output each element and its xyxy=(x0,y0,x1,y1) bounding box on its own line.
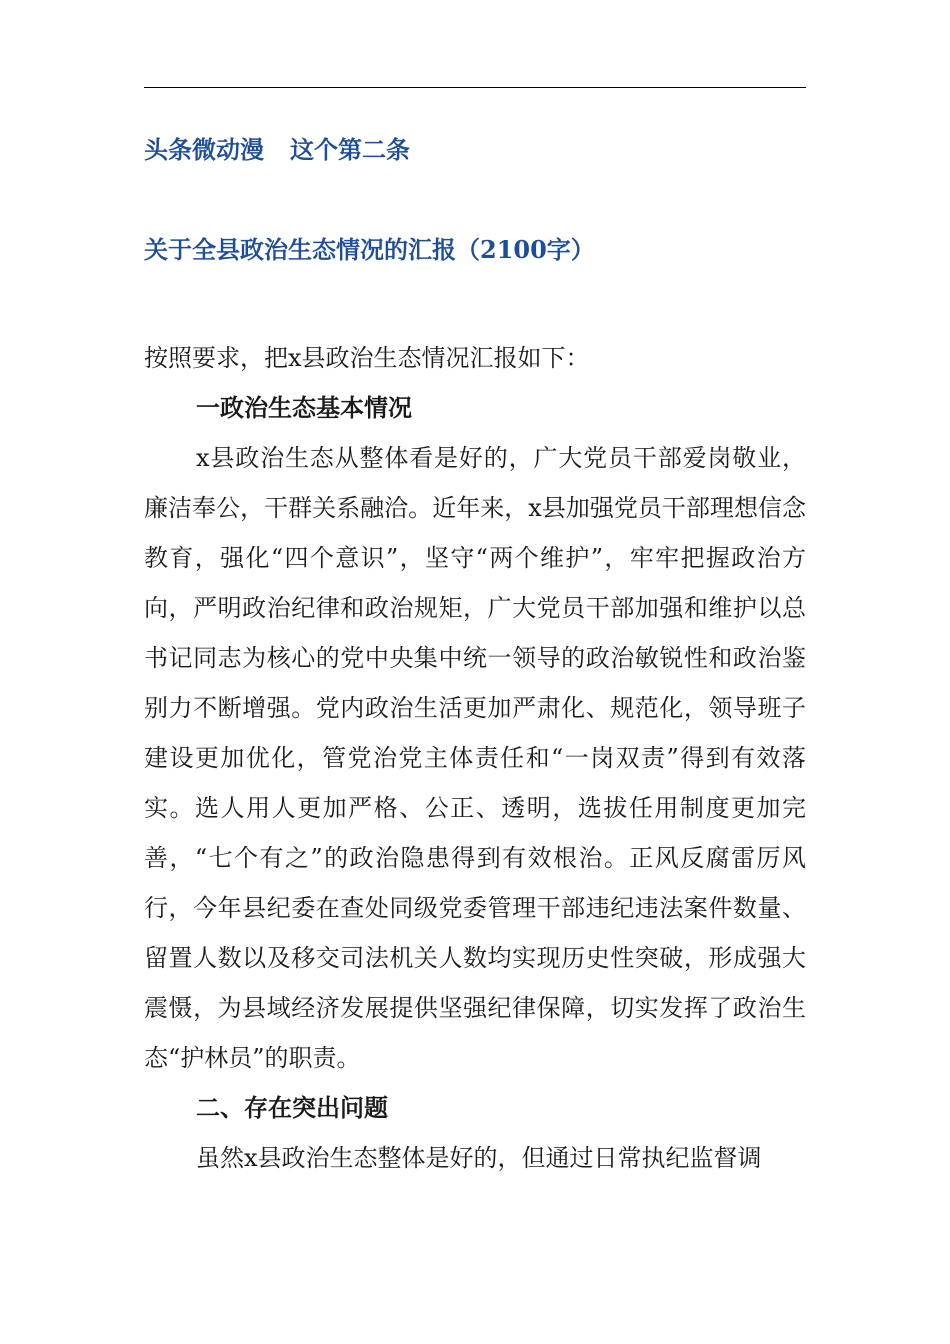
header-links xyxy=(144,134,410,166)
section-heading-2: 二、存在突出问题 xyxy=(196,1093,388,1122)
intro-text: 按照要求，把x县政治生态情况汇报如下： xyxy=(144,344,590,372)
header-link-1[interactable]: 头条微动漫 xyxy=(144,135,264,164)
paragraph-2: 虽然x县政治生态整体是好的，但通过日常执纪监督调 xyxy=(196,1144,762,1172)
header-link-2[interactable]: 这个第二条 xyxy=(290,135,410,164)
paragraph-1: x县政治生态从整体看是好的，广大党员干部爱岗敬业，廉洁奉公，干群关系融洽。近年来，x县加强党员干部理想信念教育，强化“四个意识”，坚守“两个维护”，牢牢把握政治方向，严明政治纪律和政治规矩，广大党员干部加强和维护以总书记同志为核心的党中央集中统一领导的政治敏锐性和政治鉴别力不断增强。党内政治生活更加严肃化、规范化，领导班子建设更加优化，管党治党主体责任和“一岗双责”得到有效落实。选人用人更加严格、公正、透明，选拔任用制度更加完善，“七个有之”的政治隐患得到有效根治。正风反腐雷厉风行，今年县纪委在查处同级党委管理干部违纪违法案件数量、留置人数以及移交司法机关人数均实现历史性突破，形成强大震慑，为县域经济发展提供坚强纪律保障，切实发挥了政治生态“护林员”的职责。 xyxy=(144,444,806,1072)
document-body xyxy=(144,333,806,1183)
header-rule xyxy=(144,87,806,88)
section-heading-1: 一政治生态基本情况 xyxy=(196,393,412,422)
report-title-link[interactable]: 关于全县政治生态情况的汇报（2100字） xyxy=(144,235,595,264)
